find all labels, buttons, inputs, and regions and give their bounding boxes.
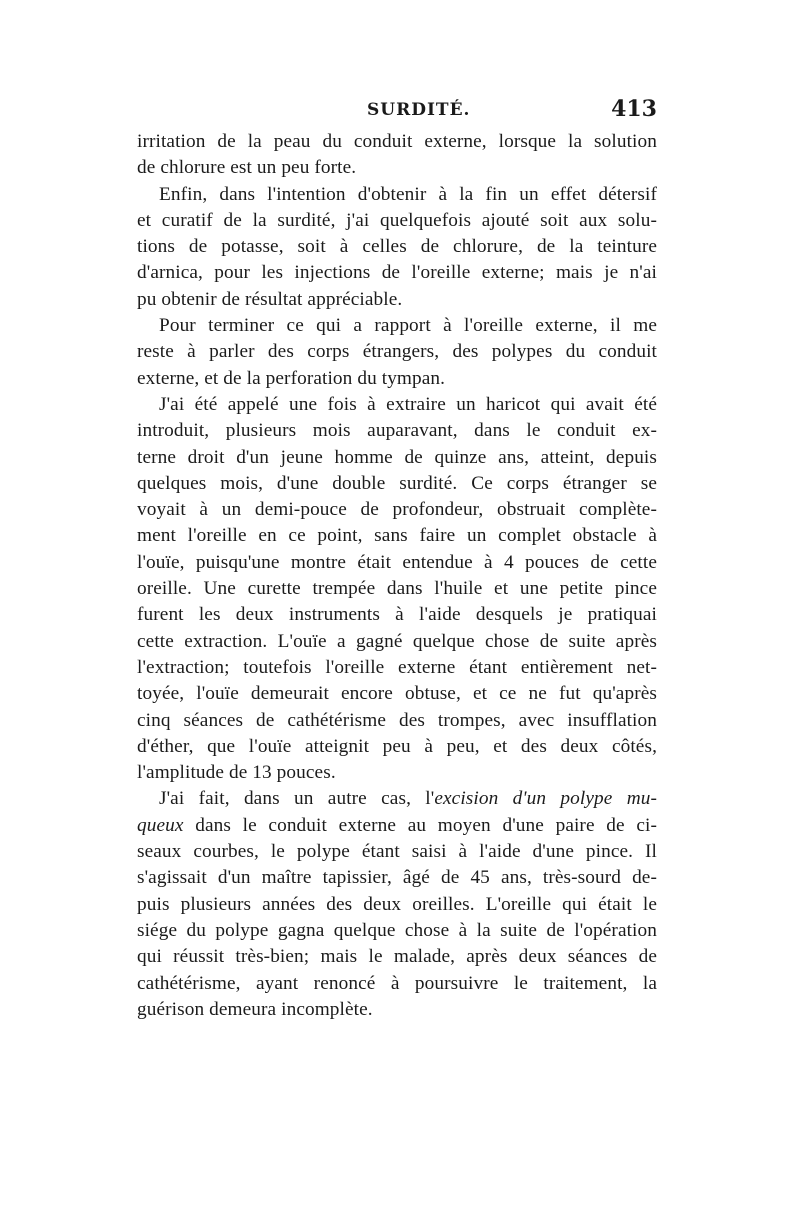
text-line <box>137 260 657 286</box>
text-line-content: d'arnica, pour les injections de l'oreille externe; mais je n'ai <box>137 262 657 284</box>
text-line <box>137 234 657 260</box>
text-line <box>137 155 657 181</box>
text-line <box>137 471 657 497</box>
text-line-content: externe, et de la perforation du tympan. <box>137 367 446 389</box>
text-line-content: J'ai été appelé une fois à extraire un haricot qui avait été <box>159 393 657 415</box>
text-line-content: et curatif de la surdité, j'ai quelquefois ajouté soit aux solu- <box>137 209 657 231</box>
text-line-content: introduit, plusieurs mois auparavant, dans le conduit ex- <box>137 420 657 442</box>
text-line <box>137 944 657 970</box>
text-line <box>137 760 657 786</box>
text-line <box>137 997 657 1023</box>
running-title: SURDITÉ. <box>367 100 471 120</box>
text-line <box>137 366 657 392</box>
text-line <box>137 313 657 339</box>
text-line <box>137 655 657 681</box>
text-line <box>137 892 657 918</box>
text-line-content: toyée, l'ouïe demeurait encore obtuse, et ce ne fut qu'après <box>137 683 657 705</box>
text-line-content: s'agissait d'un maître tapissier, âgé de 45 ans, très-sourd de- <box>137 867 657 889</box>
text-line <box>137 602 657 628</box>
body-text <box>137 129 657 1023</box>
text-line-content: cinq séances de cathétérisme des trompes, avec insufflation <box>137 709 657 731</box>
text-line-content: tions de potasse, soit à celles de chlorure, de la teinture <box>137 236 657 258</box>
text-line-content: irritation de la peau du conduit externe, lorsque la solution <box>137 131 657 152</box>
text-line <box>137 629 657 655</box>
text-line <box>137 445 657 471</box>
text-line-content: J'ai fait, dans un autre cas, l' <box>159 788 435 810</box>
page-number: 413 <box>611 96 657 122</box>
text-line <box>137 865 657 891</box>
text-line <box>137 182 657 208</box>
text-line-content: l'ouïe, puisqu'une montre était entendue à 4 pouces de cette <box>137 551 657 573</box>
text-line-content: terne droit d'un jeune homme de quinze ans, atteint, depuis <box>137 446 657 468</box>
italic-phrase: excision d'un polype mu- <box>434 788 657 810</box>
text-line <box>137 392 657 418</box>
text-line-content: reste à parler des corps étrangers, des polypes du conduit <box>137 341 657 363</box>
text-line <box>137 523 657 549</box>
text-line <box>137 576 657 602</box>
text-line-content: l'amplitude de 13 pouces. <box>137 762 336 784</box>
text-line <box>137 339 657 365</box>
text-line <box>137 418 657 444</box>
text-line-content: voyait à un demi-pouce de profondeur, obstruait complète- <box>137 499 657 521</box>
text-line-content: Enfin, dans l'intention d'obtenir à la fin un effet détersif <box>159 183 657 205</box>
text-line-content: qui réussit très-bien; mais le malade, après deux séances de <box>137 946 657 968</box>
text-line-content: Pour terminer ce qui a rapport à l'oreille externe, il me <box>159 315 657 337</box>
text-line-continuation: dans le conduit externe au moyen d'une paire de ci- <box>183 814 657 836</box>
text-line-content: d'éther, que l'ouïe atteignit peu à peu, et des deux côtés, <box>137 735 657 757</box>
text-line <box>137 786 657 812</box>
text-line <box>137 208 657 234</box>
text-line <box>137 681 657 707</box>
running-head <box>137 96 657 126</box>
text-line-content: oreille. Une curette trempée dans l'huile et une petite pince <box>137 578 657 600</box>
text-line-content: de chlorure est un peu forte. <box>137 157 357 179</box>
text-line <box>137 839 657 865</box>
text-line-content: ment l'oreille en ce point, sans faire un complet obstacle à <box>137 525 657 547</box>
text-line <box>137 813 657 839</box>
text-line <box>137 550 657 576</box>
text-line-content: puis plusieurs années des deux oreilles. L'oreille qui était le <box>137 893 657 915</box>
text-line-content: cathétérisme, ayant renoncé à poursuivre le traitement, la <box>137 972 657 994</box>
text-line <box>137 734 657 760</box>
text-line-content: quelques mois, d'une double surdité. Ce corps étranger se <box>137 472 657 494</box>
text-line <box>137 918 657 944</box>
text-line-content: seaux courbes, le polype étant saisi à l'aide d'une pince. Il <box>137 841 657 863</box>
text-line-content: furent les deux instruments à l'aide desquels je pratiquai <box>137 604 657 626</box>
text-line-content: l'extraction; toutefois l'oreille externe étant entièrement net- <box>137 656 657 678</box>
text-line <box>137 497 657 523</box>
text-line-content: guérison demeura incomplète. <box>137 998 373 1020</box>
text-line <box>137 971 657 997</box>
text-line <box>137 708 657 734</box>
italic-phrase: queux <box>137 814 184 836</box>
text-line-content: cette extraction. L'ouïe a gagné quelque chose de suite après <box>137 630 657 652</box>
text-line-content: siége du polype gagna quelque chose à la suite de l'opération <box>137 919 657 941</box>
text-line-content: pu obtenir de résultat appréciable. <box>137 288 403 310</box>
text-line <box>137 287 657 313</box>
text-line <box>137 129 657 155</box>
